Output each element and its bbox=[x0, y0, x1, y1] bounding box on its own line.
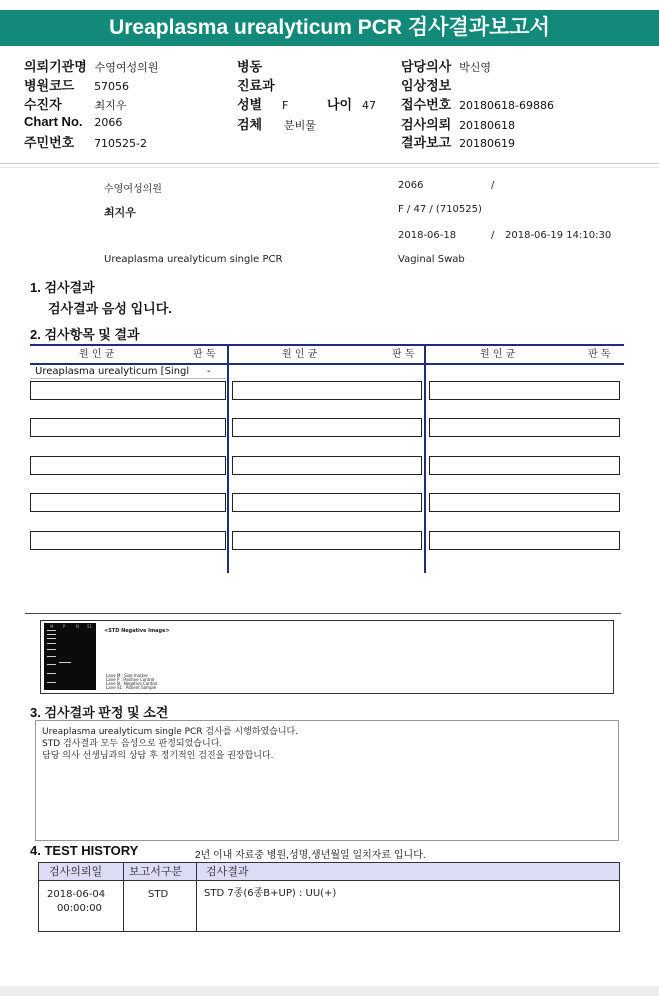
history-col-divider bbox=[196, 863, 197, 931]
patient-label: 수진자 bbox=[24, 97, 62, 112]
specimen-label: 검체 bbox=[237, 117, 263, 132]
pi-date-to: 2018-06-19 14:10:30 bbox=[505, 230, 612, 241]
gel-legend: Lane P : Positive Control bbox=[106, 677, 155, 682]
gel-legend: Lane N : Negative Control bbox=[106, 681, 158, 686]
ward-row bbox=[237, 56, 262, 75]
hospital-value: 수영여성의원 bbox=[94, 61, 159, 74]
age-label: 나이 bbox=[327, 97, 353, 112]
header-divider bbox=[0, 163, 659, 164]
lane-label: S1 bbox=[87, 624, 93, 629]
finding-line: Ureaplasma urealyticum single PCR 검사를 시행하였습니다. bbox=[42, 727, 299, 737]
lane-label: P bbox=[63, 624, 66, 629]
row1-pathogen: Ureaplasma urealyticum [Singl bbox=[35, 366, 190, 377]
row1-underline bbox=[30, 378, 226, 379]
history-type: STD bbox=[148, 889, 169, 900]
history-note: 2년 이내 자료중 병원,성명,생년월일 일치자료 입니다. bbox=[195, 850, 426, 861]
pi-test: Ureaplasma urealyticum single PCR bbox=[104, 254, 283, 265]
marker-band bbox=[47, 638, 56, 639]
col-pathogen-3: 원 인 균 bbox=[480, 349, 516, 360]
result-box bbox=[429, 456, 620, 475]
code-label: 병원코드 bbox=[24, 78, 75, 93]
report-title: Ureaplasma urealyticum PCR 검사결과보고서 bbox=[0, 10, 659, 46]
row1-result: - bbox=[207, 366, 211, 377]
pi-hospital: 수영여성의원 bbox=[104, 184, 162, 195]
report-value: 20180619 bbox=[459, 137, 516, 150]
findings-box bbox=[35, 720, 619, 841]
marker-band bbox=[47, 630, 56, 631]
patient-row bbox=[24, 94, 126, 113]
marker-band bbox=[47, 682, 56, 683]
marker-band bbox=[47, 649, 56, 650]
result-box bbox=[232, 456, 422, 475]
col-pathogen-1: 원 인 균 bbox=[79, 349, 115, 360]
result-box bbox=[30, 381, 226, 400]
history-time: 00:00:00 bbox=[57, 903, 102, 914]
code-row bbox=[24, 75, 129, 94]
finding-line: STD 검사결과 모두 음성으로 판정되었습니다. bbox=[42, 739, 223, 749]
id-label: 주민번호 bbox=[24, 135, 75, 150]
result-box bbox=[429, 531, 620, 550]
finding-line: 담당 의사 선생님과의 상담 후 정기적인 검진을 권장합니다. bbox=[42, 751, 274, 761]
header-divider-shadow bbox=[0, 167, 659, 168]
age-row bbox=[327, 94, 376, 113]
marker-band bbox=[47, 634, 56, 635]
result-box bbox=[30, 456, 226, 475]
doctor-value: 박신영 bbox=[459, 61, 491, 74]
pi-sex-age: F / 47 / (710525) bbox=[398, 204, 482, 215]
patient-value: 최지우 bbox=[94, 99, 127, 112]
report-row bbox=[401, 132, 515, 151]
history-col-result: 검사결과 bbox=[206, 865, 249, 878]
clinical-label: 임상정보 bbox=[401, 78, 452, 93]
result-box bbox=[429, 418, 620, 437]
id-row bbox=[24, 132, 147, 151]
result-box bbox=[30, 493, 226, 512]
pi-sample: Vaginal Swab bbox=[398, 254, 465, 265]
col-pathogen-2: 원 인 균 bbox=[282, 349, 318, 360]
chart-row bbox=[24, 114, 122, 129]
gel-legend: Lane M : Size marker bbox=[106, 673, 149, 678]
history-table bbox=[38, 862, 620, 932]
history-col-date: 검사의뢰일 bbox=[49, 865, 103, 878]
clinical-row bbox=[401, 75, 451, 94]
history-date: 2018-06-04 bbox=[47, 889, 106, 900]
result-box bbox=[232, 531, 422, 550]
section2-heading: 2. 검사항목 및 결과 bbox=[30, 327, 140, 342]
section1-result: 검사결과 음성 입니다. bbox=[48, 301, 172, 316]
age-value: 47 bbox=[361, 99, 376, 112]
result-box bbox=[429, 493, 620, 512]
marker-band bbox=[47, 656, 56, 657]
col-judge-2: 판 독 bbox=[392, 349, 415, 360]
footer-bar bbox=[0, 986, 659, 996]
col-judge-3: 판 독 bbox=[588, 349, 611, 360]
results-table-header bbox=[30, 344, 624, 365]
section3-heading: 3. 검사결과 판정 및 소견 bbox=[30, 705, 169, 720]
marker-band bbox=[47, 664, 56, 665]
specimen-row bbox=[237, 114, 316, 133]
request-row bbox=[401, 114, 515, 133]
code-value: 57056 bbox=[94, 80, 130, 93]
id-value: 710525-2 bbox=[94, 137, 148, 150]
section1-heading: 1. 검사결과 bbox=[30, 280, 95, 295]
ward-label: 병동 bbox=[237, 59, 263, 74]
sex-row bbox=[237, 94, 288, 113]
gel-legend: Lane S1 : Patient Sample bbox=[106, 685, 157, 690]
marker-band bbox=[47, 643, 56, 644]
hospital-label: 의뢰기관명 bbox=[24, 59, 87, 74]
receipt-row bbox=[401, 94, 554, 113]
pi-name: 최지우 bbox=[104, 207, 136, 219]
request-label: 검사의뢰 bbox=[401, 117, 452, 132]
doctor-row bbox=[401, 56, 491, 75]
specimen-value: 분비물 bbox=[283, 119, 316, 132]
result-box bbox=[232, 493, 422, 512]
hospital-row bbox=[24, 56, 158, 75]
positive-band bbox=[59, 662, 71, 663]
doctor-label: 담당의사 bbox=[401, 59, 452, 74]
receipt-value: 20180618-69886 bbox=[459, 99, 555, 112]
history-result: STD 7종(6종B+UP) : UU(+) bbox=[204, 888, 337, 899]
result-box bbox=[429, 381, 620, 400]
lane-label: M bbox=[50, 624, 54, 629]
history-col-divider bbox=[123, 863, 124, 931]
sex-value: F bbox=[281, 99, 289, 112]
result-box bbox=[30, 418, 226, 437]
marker-band bbox=[47, 673, 56, 674]
section4-heading: 4. TEST HISTORY bbox=[30, 843, 139, 858]
receipt-label: 접수번호 bbox=[401, 97, 452, 112]
request-value: 20180618 bbox=[459, 119, 516, 132]
col-divider-2 bbox=[424, 345, 426, 573]
section-divider bbox=[25, 613, 621, 614]
col-divider-1 bbox=[227, 345, 229, 573]
lane-label: N bbox=[76, 624, 79, 629]
pi-slash1: / bbox=[491, 180, 495, 191]
chart-label: Chart No. bbox=[24, 114, 83, 129]
dept-label: 진료과 bbox=[237, 78, 275, 93]
pi-chart: 2066 bbox=[398, 180, 424, 191]
pi-date-from: 2018-06-18 bbox=[398, 230, 457, 241]
history-col-type: 보고서구분 bbox=[129, 865, 183, 878]
result-box bbox=[30, 531, 226, 550]
gel-image bbox=[44, 623, 96, 690]
col-judge-1: 판 독 bbox=[193, 349, 216, 360]
chart-value: 2066 bbox=[94, 116, 123, 129]
result-box bbox=[232, 381, 422, 400]
pi-slash2: / bbox=[491, 230, 495, 241]
result-box bbox=[232, 418, 422, 437]
sex-label: 성별 bbox=[237, 97, 263, 112]
dept-row bbox=[237, 75, 275, 94]
history-header bbox=[39, 863, 619, 881]
report-label: 결과보고 bbox=[401, 135, 452, 150]
gel-image-label: <STD Negative Image> bbox=[104, 628, 170, 634]
